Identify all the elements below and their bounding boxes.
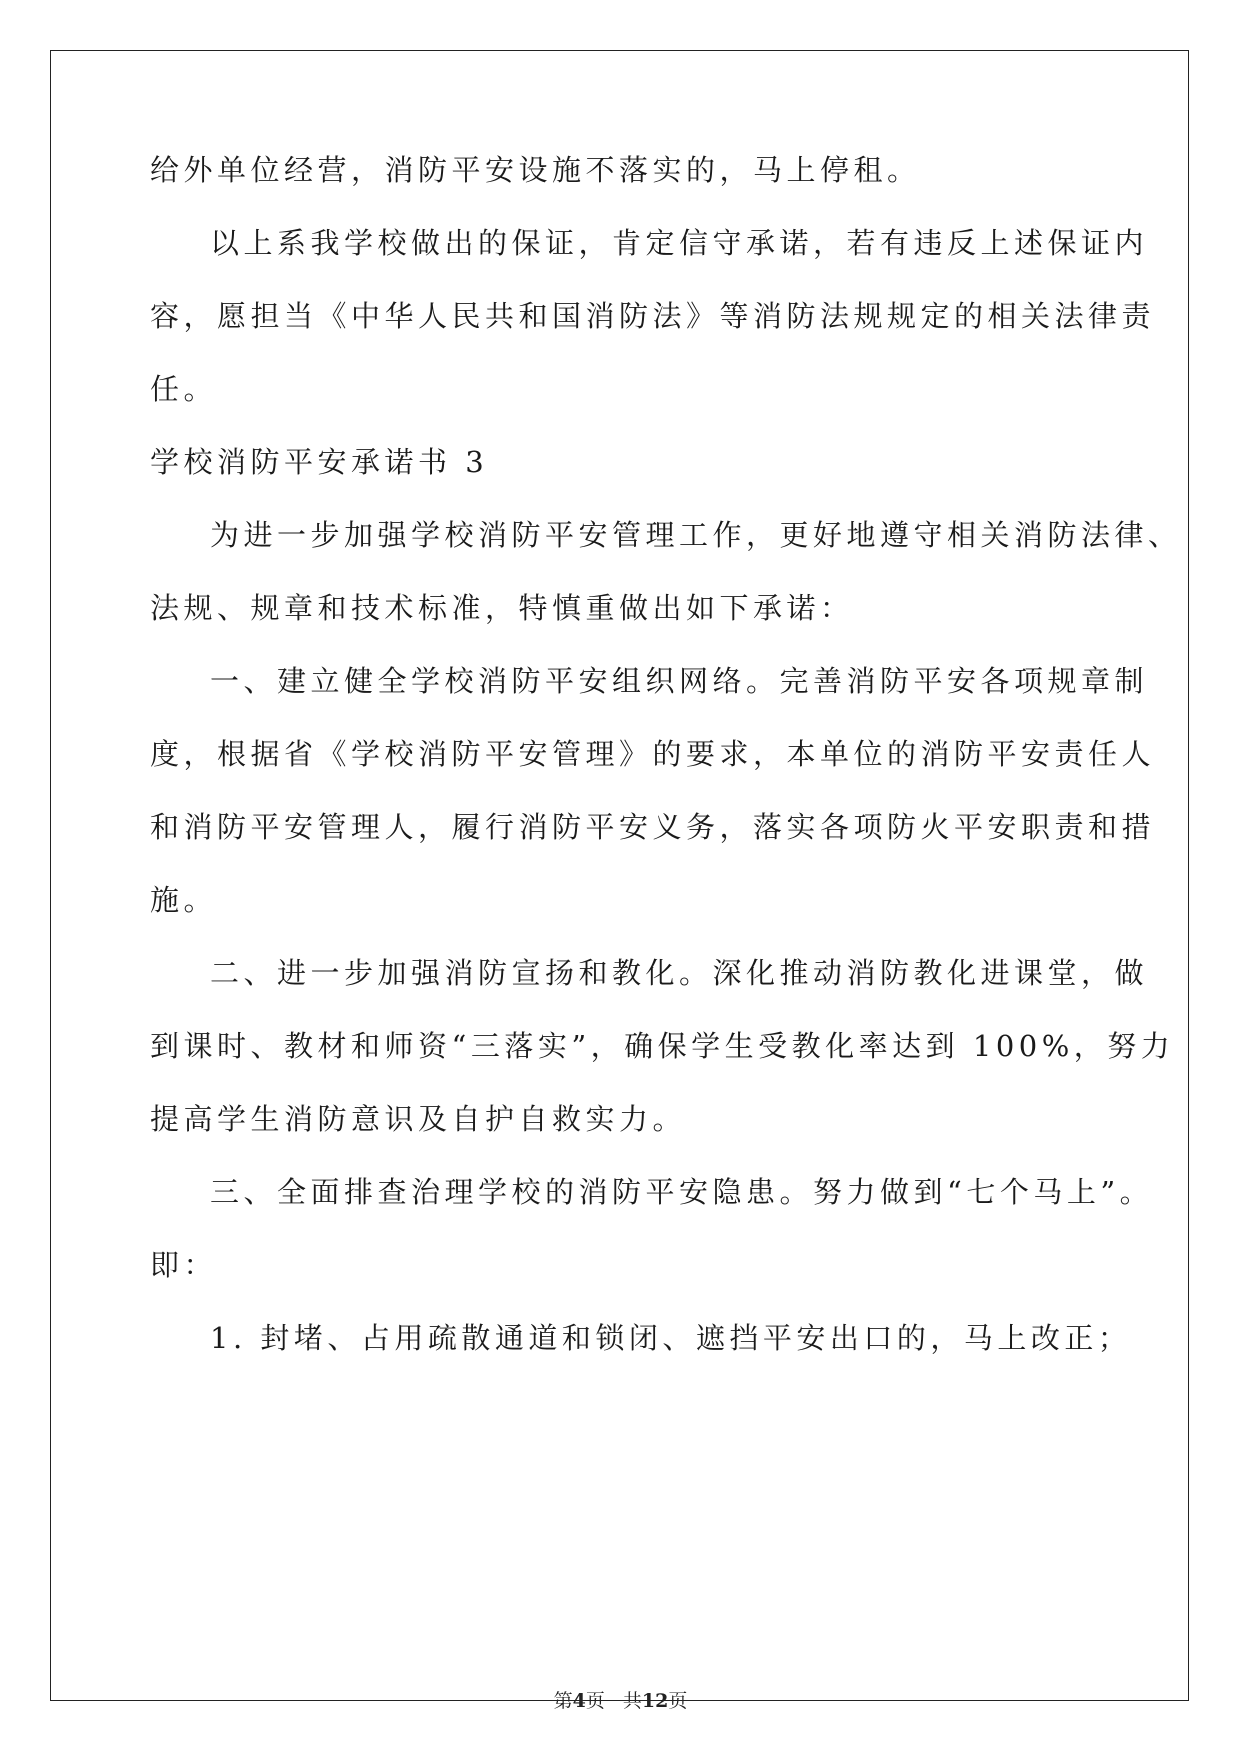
paragraph-line: 一、建立健全学校消防平安组织网络。完善消防平安各项规章制 (210, 664, 1149, 698)
paragraph-line: 为进一步加强学校消防平安管理工作，更好地遵守相关消防法律、 (210, 518, 1182, 552)
paragraph-line: 法规、规章和技术标准，特慎重做出如下承诺： (150, 591, 854, 625)
page-number: 4 (572, 1690, 586, 1712)
paragraph-line: 任。 (150, 372, 218, 406)
footer-prefix: 第 (553, 1690, 573, 1712)
paragraph-line: 到课时、教材和师资“三落实”，确保学生受教化率达到 100%，努力 (150, 1029, 1175, 1063)
page-footer (0, 1686, 1241, 1713)
section-heading: 学校消防平安承诺书 3 (150, 445, 489, 479)
paragraph-line: 给外单位经营，消防平安设施不落实的，马上停租。 (150, 153, 921, 187)
footer-page-suffix: 页 (585, 1690, 605, 1712)
paragraph-line: 施。 (150, 883, 218, 917)
paragraph-line: 1. 封堵、占用疏散通道和锁闭、遮挡平安出口的，马上改正； (210, 1321, 1132, 1355)
paragraph-line: 二、进一步加强消防宣扬和教化。深化推动消防教化进课堂，做 (210, 956, 1149, 990)
paragraph-line: 度，根据省《学校消防平安管理》的要求，本单位的消防平安责任人 (150, 737, 1156, 771)
paragraph-line: 以上系我学校做出的保证，肯定信守承诺，若有违反上述保证内 (210, 226, 1149, 260)
paragraph-line: 提高学生消防意识及自护自救实力。 (150, 1102, 687, 1136)
footer-total-suffix: 页 (668, 1690, 688, 1712)
total-pages: 12 (641, 1690, 669, 1712)
paragraph-line: 和消防平安管理人，履行消防平安义务，落实各项防火平安职责和措 (150, 810, 1156, 844)
footer-total-prefix: 共 (622, 1690, 642, 1712)
paragraph-line: 即： (150, 1248, 218, 1282)
paragraph-line: 三、全面排查治理学校的消防平安隐患。努力做到“七个马上”。 (210, 1175, 1154, 1209)
paragraph-line: 容，愿担当《中华人民共和国消防法》等消防法规规定的相关法律责 (150, 299, 1156, 333)
